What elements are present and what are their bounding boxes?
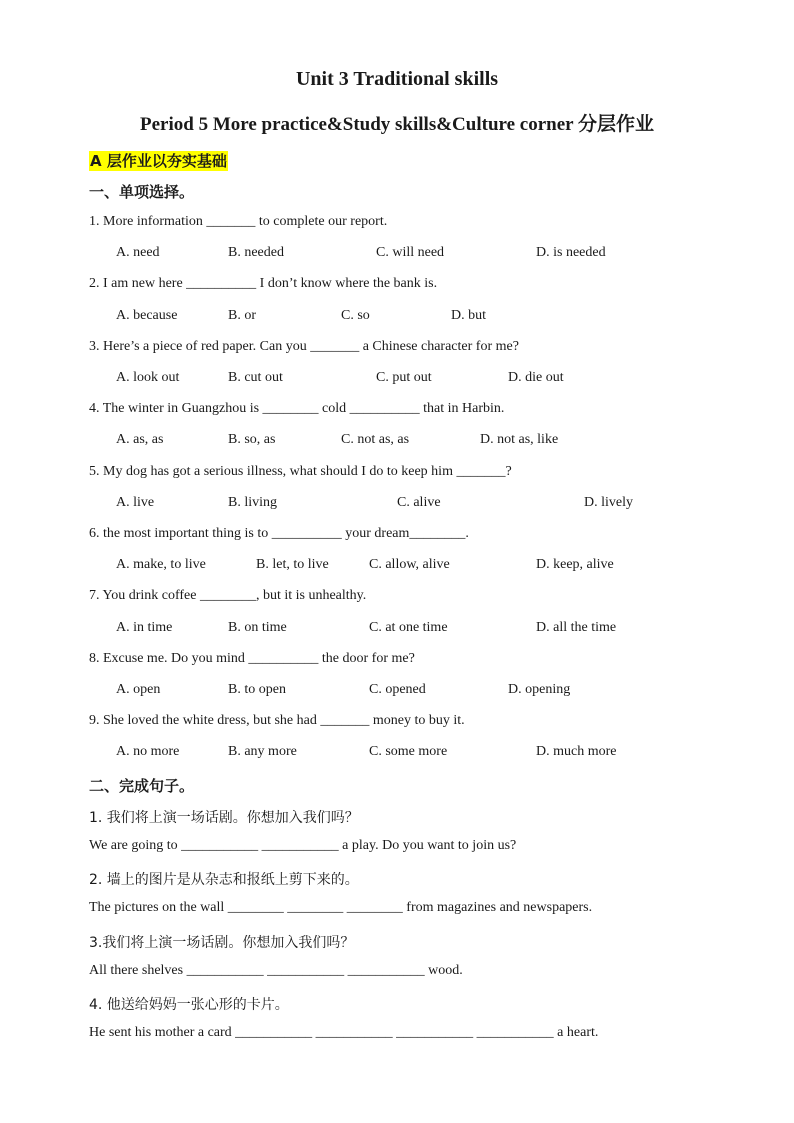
- page-title: Unit 3 Traditional skills: [295, 68, 499, 90]
- option-d: D. lively: [584, 495, 633, 510]
- layer-a-heading: [89, 150, 228, 171]
- option-c: C. allow, alive: [369, 557, 450, 572]
- option-d: D. is needed: [536, 245, 606, 260]
- option-b: B. any more: [228, 744, 297, 759]
- option-a: A. no more: [116, 744, 180, 759]
- option-b: B. so, as: [228, 432, 276, 447]
- question-stem: 6. the most important thing is to __________ your dream________.: [89, 526, 469, 541]
- sentence-english: All there shelves ___________ ___________ ___________ wood.: [89, 963, 463, 978]
- section1-heading: 一、单项选择。: [89, 183, 195, 201]
- sentence-chinese: 2. 墙上的图片是从杂志和报纸上剪下来的。: [89, 872, 359, 888]
- question-stem: 2. I am new here __________ I don’t know where the bank is.: [89, 276, 438, 291]
- option-a: A. because: [116, 308, 178, 323]
- option-a: A. make, to live: [116, 557, 206, 572]
- question-stem: 8. Excuse me. Do you mind __________ the door for me?: [89, 651, 415, 666]
- question-stem: 4. The winter in Guangzhou is ________ cold __________ that in Harbin.: [89, 401, 505, 416]
- section2-heading: 二、完成句子。: [89, 777, 195, 795]
- option-b: B. needed: [228, 245, 284, 260]
- option-c: C. opened: [369, 682, 426, 697]
- sentence-english: The pictures on the wall ________ ________ ________ from magazines and newspapers.: [89, 900, 593, 915]
- sentence-chinese: 3.我们将上演一场话剧。你想加入我们吗？: [89, 935, 355, 951]
- option-a: A. look out: [116, 370, 180, 385]
- option-d: D. opening: [508, 682, 571, 697]
- option-c: C. some more: [369, 744, 448, 759]
- option-a: A. as, as: [116, 432, 164, 447]
- option-d: D. keep, alive: [536, 557, 614, 572]
- option-d: D. not as, like: [480, 432, 559, 447]
- option-b: B. let, to live: [256, 557, 329, 572]
- sentence-english: He sent his mother a card ___________ ___________ ___________ ___________ a heart.: [89, 1025, 599, 1040]
- question-stem: 9. She loved the white dress, but she had _______ money to buy it.: [89, 713, 465, 728]
- option-d: D. die out: [508, 370, 564, 385]
- option-d: D. much more: [536, 744, 617, 759]
- option-a: A. need: [116, 245, 160, 260]
- option-a: A. open: [116, 682, 161, 697]
- option-a: A. live: [116, 495, 155, 510]
- question-stem: 1. More information _______ to complete our report.: [89, 214, 388, 229]
- option-a: A. in time: [116, 620, 173, 635]
- option-b: B. or: [228, 308, 256, 323]
- option-c: C. not as, as: [341, 432, 410, 447]
- option-b: B. cut out: [228, 370, 283, 385]
- option-d: D. but: [451, 308, 486, 323]
- option-c: C. put out: [376, 370, 432, 385]
- option-b: B. to open: [228, 682, 286, 697]
- option-c: C. will need: [376, 245, 445, 260]
- layer-a-highlight: A 层作业以夯实基础: [90, 152, 227, 170]
- option-b: B. on time: [228, 620, 287, 635]
- option-c: C. so: [341, 308, 370, 323]
- option-d: D. all the time: [536, 620, 617, 635]
- option-b: B. living: [228, 495, 278, 510]
- page-subtitle: Period 5 More practice&Study skills&Culture corner 分层作业: [140, 114, 654, 135]
- option-c: C. at one time: [369, 620, 448, 635]
- question-stem: 3. Here’s a piece of red paper. Can you _______ a Chinese character for me?: [89, 339, 519, 354]
- sentence-english: We are going to ___________ ___________ a play. Do you want to join us?: [89, 838, 517, 853]
- sentence-chinese: 1. 我们将上演一场话剧。你想加入我们吗？: [89, 810, 359, 826]
- sentence-chinese: 4. 他送给妈妈一张心形的卡片。: [89, 997, 289, 1013]
- option-c: C. alive: [397, 495, 441, 510]
- question-stem: 7. You drink coffee ________, but it is unhealthy.: [89, 588, 367, 603]
- question-stem: 5. My dog has got a serious illness, what should I do to keep him _______?: [89, 464, 512, 479]
